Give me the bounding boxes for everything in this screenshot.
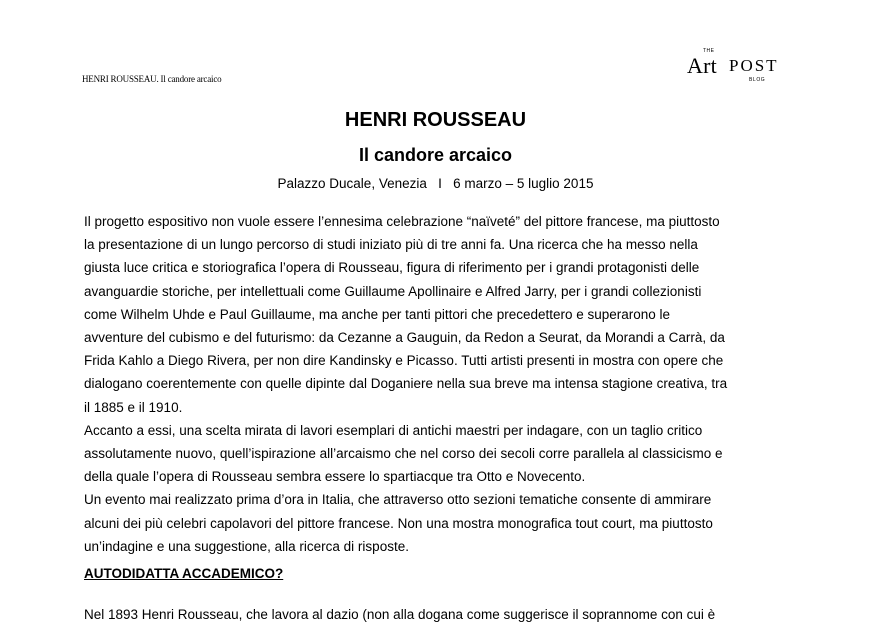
- document-title: HENRI ROUSSEAU: [344, 109, 527, 131]
- body-line: Nel 1893 Henri Rousseau, che lavora al dazio (non alla dogana come suggerisce il soprannome con cui è: [84, 607, 716, 622]
- document-subtitle: Il candore arcaico: [358, 145, 513, 165]
- body-line: la presentazione di un lungo percorso di studi iniziato più di tre anni fa. Una ricerca che ha messo nella: [84, 237, 698, 253]
- body-line: Un evento mai realizzato prima d’ora in Italia, che attraverso otto sezioni tematiche consente di ammirare: [84, 492, 712, 508]
- body-line: giusta luce critica e storiografica l’opera di Rousseau, figura di riferimento per i grandi protagonisti delle: [84, 260, 700, 276]
- body-line: come Wilhelm Uhde e Paul Guillaume, ma anche per tanti pittori che precedettero e superarono le: [84, 306, 671, 322]
- running-header: HENRI ROUSSEAU. Il candore arcaico: [82, 74, 222, 84]
- body-text: [84, 210, 804, 558]
- body-line: della quale l’opera di Rousseau sembra essere lo spartiacque tra Otto e Novecento.: [84, 469, 586, 485]
- body-line: avanguardie storiche, per intellettuali come Guillaume Apollinaire e Alfred Jarry, per i grandi collezionisti: [84, 283, 702, 299]
- body-line: Frida Kahlo a Diego Rivera, per non dire Kandinsky e Picasso. Tutti artisti presenti in mostra con opere che: [84, 353, 724, 369]
- body-line: Accanto a essi, una scelta mirata di lavori esemplari di antichi maestri per indagare, con un taglio critico: [84, 422, 703, 438]
- body-line: assolutamente nuovo, quell’ispirazione all’arcaismo che nel corso dei secoli corre parallela al classicismo e: [84, 446, 723, 462]
- body-line: dialogano coerentemente con quelle dipinte dal Doganiere nella sua breve ma intensa stagione creativa, tra: [84, 376, 728, 392]
- logo-art-text: Art: [687, 53, 717, 78]
- body-line: il 1885 e il 1910.: [84, 399, 183, 415]
- logo-blog-text: BLOG: [749, 77, 766, 83]
- section-heading: AUTODIDATTA ACCADEMICO?: [84, 566, 284, 581]
- body-line: Il progetto espositivo non vuole essere l’ennesima celebrazione “naïveté” del pittore francese, ma piuttosto: [84, 214, 720, 229]
- body-line: avventure del cubismo e del futurismo: da Cezanne a Gauguin, da Redon a Seurat, da Morandi a Carrà, da: [84, 330, 725, 346]
- body-line: alcuni dei più celebri capolavori del pittore francese. Non una mostra monografica tout court, ma piuttosto: [84, 515, 713, 531]
- venue-dates: Palazzo Ducale, Venezia I 6 marzo – 5 luglio 2015: [277, 176, 594, 191]
- logo-post-text: POST: [729, 56, 779, 75]
- body-line: un’indagine e una suggestione, alla ricerca di risposte.: [84, 538, 409, 554]
- logo-the-text: THE: [703, 48, 715, 54]
- artpost-blog-logo[interactable]: [686, 48, 796, 88]
